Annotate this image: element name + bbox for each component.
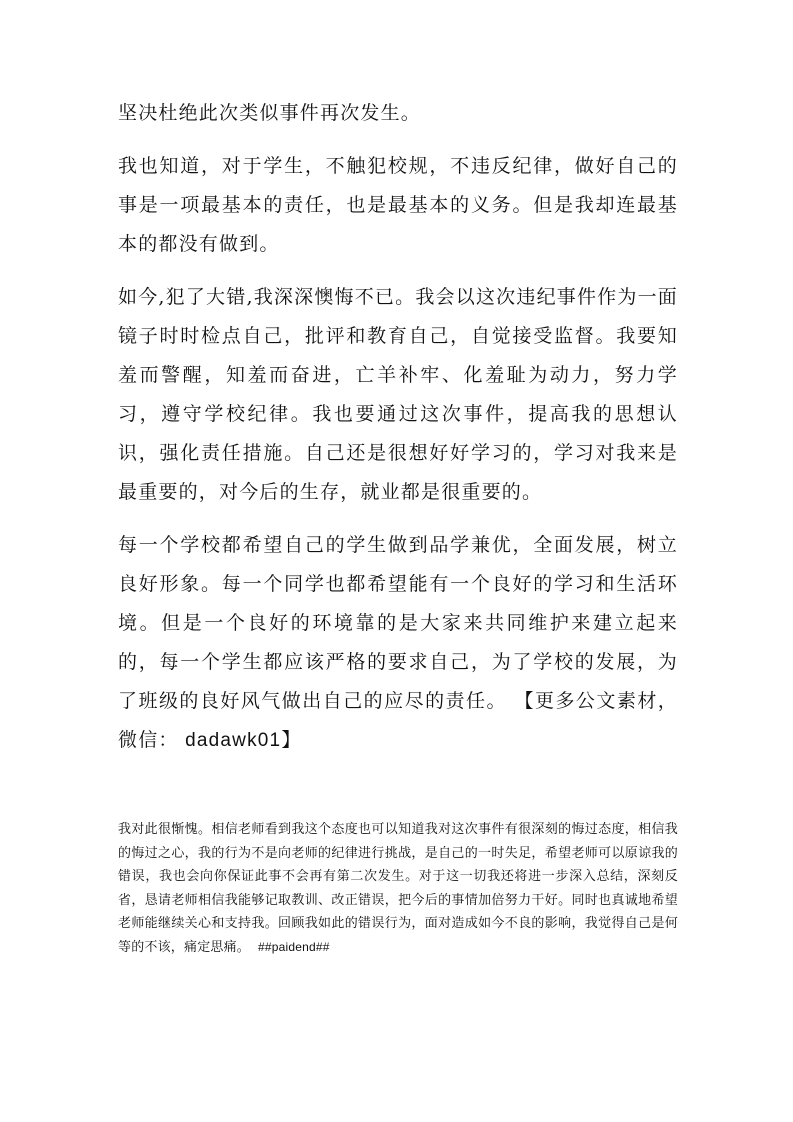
closing-note-text: 我对此很惭愧。相信老师看到我这个态度也可以知道我对这次事件有很深刻的悔过态度，相信我的悔过之心，我的行为不是向老师的纪律进行挑战，是自己的一时失足，希望老师可以原谅我的错误，我也会向你保证此事不会再有第二次发生。对于这一切我还将进一步深入总结，深刻反省，恳请老师相信我能够记取教训、改正错误，把今后的事情加倍努力干好。同时也真诚地希望老师能继续关心和支持我。回顾我如此的错误行为，面对造成如今不良的影响，我觉得自己是何等的不该，痛定思痛。 xyxy=(118,822,678,955)
paragraph-3: 如今,犯了大错,我深深懊悔不已。我会以这次违纪事件作为一面镜子时时检点自己，批评和教育自己，自觉接受监督。我要知羞而警醒，知羞而奋进，亡羊补牢、化羞耻为动力，努力学习，遵守学校纪律。我也要通过这次事件，提高我的思想认识，强化责任措施。自己还是很想好好学习的，学习对我来是最重要的，对今后的生存，就业都是很重要的。 xyxy=(118,286,678,503)
promo-wechat-id: dadawk01 xyxy=(178,730,282,751)
paragraph-1: 坚决杜绝此次类似事件再次发生。 xyxy=(118,102,422,124)
paragraph-4-text: 每一个学校都希望自己的学生做到品学兼优，全面发展，树立良好形象。每一个同学也都希望能有一个良好的学习和生活环境。但是一个良好的环境靠的是大家来共同维护来建立起来的，每一个学生都应该严格的要求自己，为了学校的发展，为了班级的良好风气做出自己的应尽的责任。 xyxy=(118,534,678,712)
paragraph-2: 我也知道，对于学生，不触犯校规，不违反纪律，做好自己的事是一项最基本的责任，也是最基本的义务。但是我却连最基本的都没有做到。 xyxy=(118,155,678,255)
promo-close: 】 xyxy=(281,729,302,751)
document-body xyxy=(118,94,678,774)
closing-note xyxy=(118,818,678,959)
paragraph-4 xyxy=(118,526,678,760)
paid-end-tag: ##paidend## xyxy=(258,939,330,954)
promo-text: 【更多公文素材，微信： xyxy=(118,690,679,751)
